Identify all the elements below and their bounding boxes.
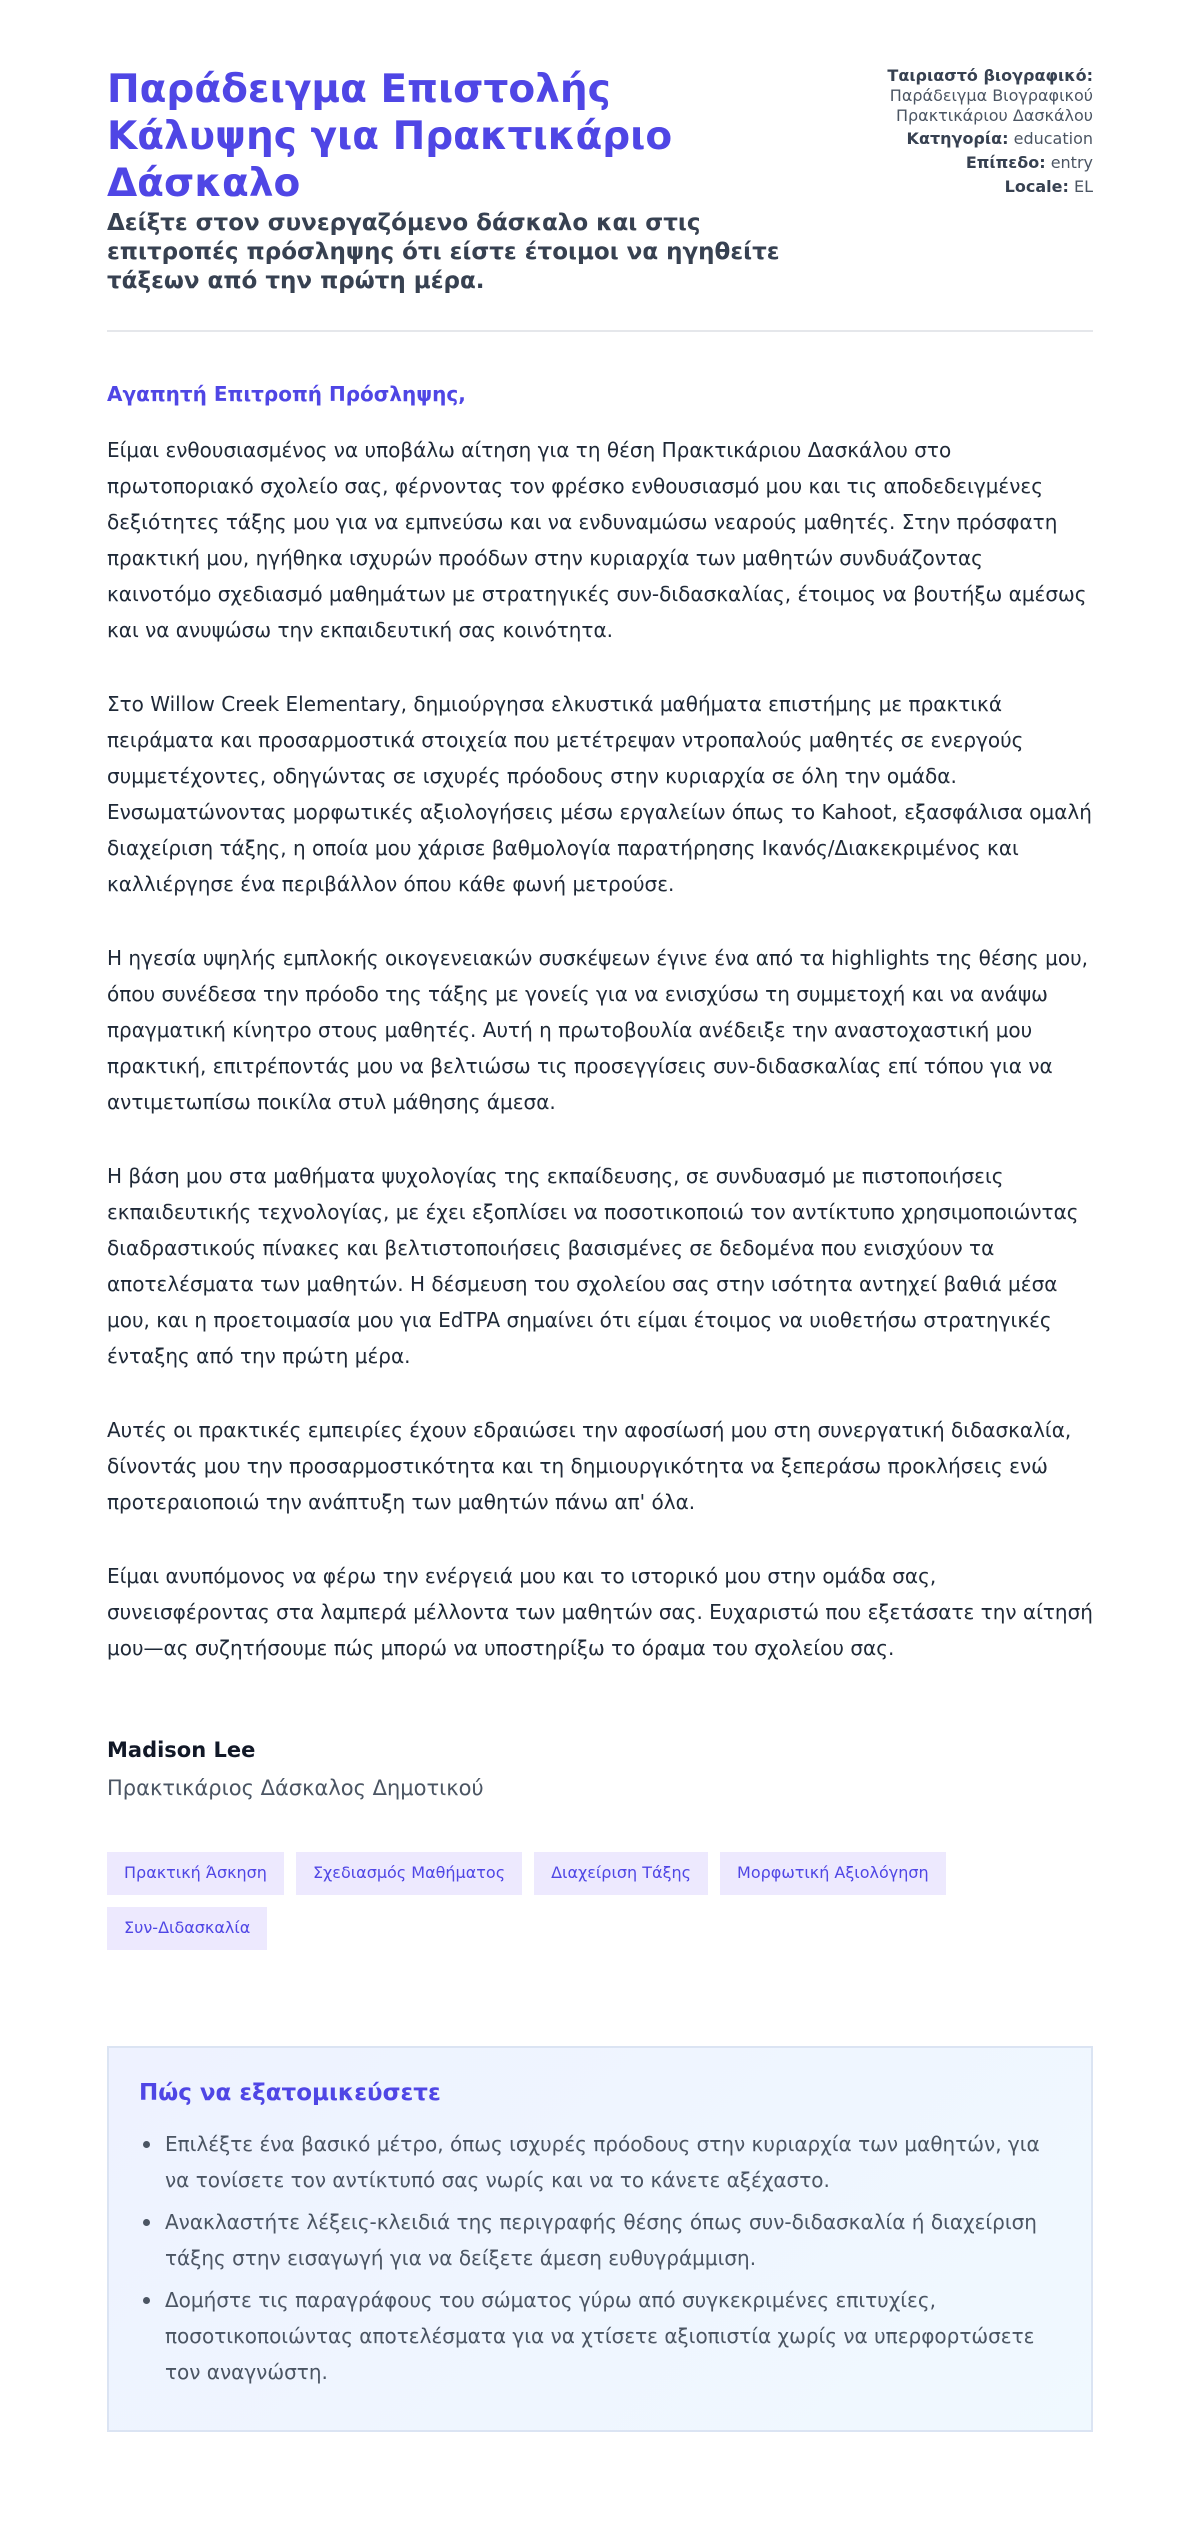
- letter-paragraph: Στο Willow Creek Elementary, δημιούργησα ελκυστικά μαθήματα επιστήμης με πρακτικά πειράματα και προσαρμοστικά στοιχεία που μετέτρεψαν ντροπαλούς μαθητές σε ενεργούς συμμετέχοντες, οδηγώντας σε ισχυρές πρόοδους στην κυριαρχία σε όλη την ομάδα. Ενσωματώνοντας μορφωτικές αξιολογήσεις μέσω εργαλείων όπως το Kahoot, εξασφάλισα ομαλή διαχείριση τάξης, η οποία μου χάρισε βαθμολογία παρατήρησης Ικανός/Διακεκριμένος και καλλιέργησε ένα περιβάλλον όπου κάθε φωνή μετρούσε.: [107, 692, 1092, 896]
- tag-chip[interactable]: Συν-Διδασκαλία: [107, 1907, 267, 1950]
- tip-item: Ανακλαστήτε λέξεις-κλειδιά της περιγραφής θέσης όπως συν-διδασκαλία ή διαχείριση τάξης στην εισαγωγή για να δείξετε άμεση ευθυγράμμιση.: [139, 2204, 1063, 2276]
- tip-item: Επιλέξτε ένα βασικό μέτρο, όπως ισχυρές πρόοδους στην κυριαρχία των μαθητών, για να τονίσετε τον αντίκτυπό σας νωρίς και να το κάνετε αξέχαστο.: [139, 2126, 1063, 2198]
- meta-level-value: entry: [1050, 153, 1093, 172]
- meta-resume-label: Ταιριαστό βιογραφικό:: [887, 66, 1093, 85]
- meta-resume-link[interactable]: Παράδειγμα Βιογραφικού Πρακτικάριου Δασκάλου: [889, 86, 1093, 125]
- page-title: Παράδειγμα Επιστολής Κάλυψης για Πρακτικάριο Δάσκαλο: [107, 67, 673, 206]
- letter-paragraph: Η ηγεσία υψηλής εμπλοκής οικογενειακών συσκέψεων έγινε ένα από τα highlights της θέσης μου, όπου συνέδεσα την πρόοδο της τάξης με γονείς για να ενισχύσω τη συμμετοχή και να ανάψω πραγματική κίνητρο στους μαθητές. Αυτή η πρωτοβουλία ανέδειξε την αναστοχαστική μου πρακτική, επιτρέποντάς μου να βελτιώσω τις προσεγγίσεις συν-διδασκαλίας επί τόπου για να αντιμετωπίσω ποικίλα στυλ μάθησης άμεσα.: [107, 946, 1089, 1114]
- meta-locale: [803, 177, 1093, 197]
- page-subtitle: Δείξτε στον συνεργαζόμενο δάσκαλο και στις επιτροπές πρόσληψης ότι είστε έτοιμοι να ηγηθείτε τάξεων από την πρώτη μέρα.: [107, 210, 780, 294]
- header-titles: [107, 66, 797, 296]
- meta-level-label: Επίπεδο:: [965, 153, 1046, 172]
- meta-category-value: education: [1013, 129, 1093, 148]
- letter-body: [107, 382, 1093, 1800]
- tag-chip[interactable]: Σχεδιασμός Μαθήματος: [296, 1852, 522, 1895]
- letter-paragraph: Η βάση μου στα μαθήματα ψυχολογίας της εκπαίδευσης, σε συνδυασμό με πιστοποιήσεις εκπαιδευτικής τεχνολογίας, με έχει εξοπλίσει να ποσοτικοποιώ τον αντίκτυπο χρησιμοποιώντας διαδραστικούς πίνακες και βελτιστοποιήσεις βασισμένες σε δεδομένα που ενισχύουν τα αποτελέσματα των μαθητών. Η δέσμευση του σχολείου σας στην ισότητα αντηχεί βαθιά μέσα μου, και η προετοιμασία μου για EdTPA σημαίνει ότι είμαι έτοιμος να υιοθετήσω στρατηγικές ένταξης από την πρώτη μέρα.: [107, 1164, 1079, 1368]
- tag-chip[interactable]: Πρακτική Άσκηση: [107, 1852, 284, 1895]
- letter-paragraph: Είμαι ανυπόμονος να φέρω την ενέργειά μου και το ιστορικό μου στην ομάδα σας, συνεισφέροντας στα λαμπερά μέλλοντα των μαθητών σας. Ευχαριστώ που εξετάσατε την αίτησή μου—ας συζητήσουμε πώς μπορώ να υποστηρίξω το όραμα του σχολείου σας.: [107, 1564, 1093, 1660]
- signature-name: Madison Lee: [107, 1738, 256, 1762]
- tips-list: [139, 2126, 1063, 2390]
- meta-locale-label: Locale:: [1004, 177, 1069, 196]
- letter-salutation: Αγαπητή Επιτροπή Πρόσληψης,: [107, 382, 466, 406]
- meta-locale-value: EL: [1073, 177, 1093, 196]
- meta-level: [803, 153, 1093, 173]
- page-header: [107, 66, 1093, 332]
- tip-item: Δομήστε τις παραγράφους του σώματος γύρω από συγκεκριμένες επιτυχίες, ποσοτικοποιώντας αποτελέσματα για να χτίσετε αξιοπιστία χωρίς να υπερφορτώσετε τον αναγνώστη.: [139, 2282, 1063, 2390]
- meta-category-label: Κατηγορία:: [906, 129, 1009, 148]
- tag-chip[interactable]: Μορφωτική Αξιολόγηση: [720, 1852, 946, 1895]
- tag-list: [107, 1852, 1097, 1962]
- letter-paragraph: Είμαι ενθουσιασμένος να υποβάλω αίτηση για τη θέση Πρακτικάριου Δασκάλου στο πρωτοποριακό σχολείο σας, φέρνοντας τον φρέσκο ενθουσιασμό μου και τις αποδεδειγμένες δεξιότητες τάξης μου για να εμπνεύσω και να ενδυναμώσω νεαρούς μαθητές. Στην πρόσφατη πρακτική μου, ηγήθηκα ισχυρών προόδων στην κυριαρχία των μαθητών συνδυάζοντας καινοτόμο σχεδιασμό μαθημάτων με στρατηγικές συν-διδασκαλίας, έτοιμος να βουτήξω αμέσως και να ανυψώσω την εκπαιδευτική σας κοινότητα.: [107, 438, 1087, 642]
- meta-resume: [803, 66, 1093, 126]
- meta-panel: [803, 66, 1093, 201]
- tag-chip[interactable]: Διαχείριση Τάξης: [534, 1852, 708, 1895]
- tips-title: Πώς να εξατομικεύσετε: [139, 2080, 441, 2106]
- meta-category: [803, 129, 1093, 149]
- customization-tips-box: [107, 2046, 1093, 2432]
- letter-paragraph: Αυτές οι πρακτικές εμπειρίες έχουν εδραιώσει την αφοσίωσή μου στη συνεργατική διδασκαλία, δίνοντάς μου την προσαρμοστικότητα και τη δημιουργικότητα να ξεπεράσω προκλήσεις ενώ προτεραιοποιώ την ανάπτυξη των μαθητών πάνω απ' όλα.: [107, 1418, 1072, 1514]
- signature-role: Πρακτικάριος Δάσκαλος Δημοτικού: [107, 1776, 484, 1800]
